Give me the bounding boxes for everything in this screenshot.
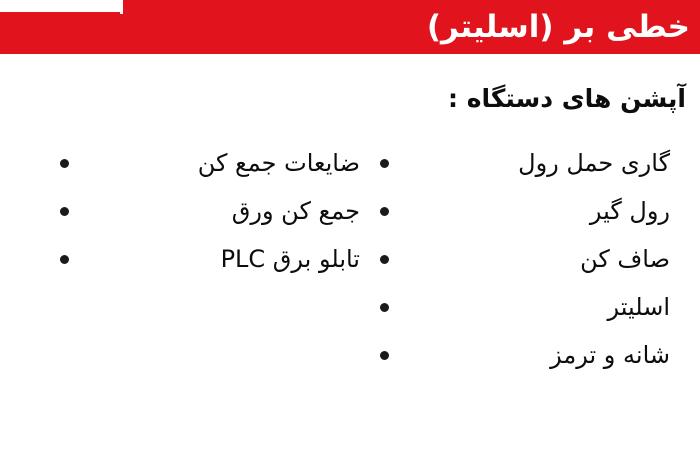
header-banner	[0, 0, 700, 54]
bullet-icon	[380, 303, 389, 312]
bullet-icon	[380, 255, 389, 264]
bullet-icon	[60, 207, 69, 216]
list-item	[60, 187, 360, 235]
bullet-icon	[380, 207, 389, 216]
option-label: اسلیتر	[607, 293, 670, 321]
option-label: رول گیر	[589, 197, 670, 225]
bullet-icon	[60, 159, 69, 168]
list-item	[380, 235, 670, 283]
option-label: شانه و ترمز	[550, 341, 670, 369]
bullet-icon	[380, 351, 389, 360]
list-item	[60, 235, 360, 283]
option-label: ضایعات جمع کن	[197, 149, 360, 177]
bullet-icon	[380, 159, 389, 168]
option-label: گاری حمل رول	[518, 149, 670, 177]
list-item	[60, 139, 360, 187]
banner-white-block	[0, 0, 120, 12]
list-item	[380, 187, 670, 235]
content-area	[0, 54, 700, 450]
option-label: تابلو برق PLC	[220, 245, 360, 273]
options-list-right	[380, 139, 670, 379]
banner-title: خطی بر (اسلیتر)	[426, 9, 690, 45]
option-label: جمع کن ورق	[231, 197, 360, 225]
list-item	[380, 331, 670, 379]
list-item	[380, 139, 670, 187]
list-item	[380, 283, 670, 331]
banner-notch	[120, 0, 123, 14]
options-list-left	[60, 139, 360, 283]
option-label: صاف کن	[580, 245, 670, 273]
section-title: آپشن های دستگاه :	[448, 84, 686, 113]
bullet-icon	[60, 255, 69, 264]
